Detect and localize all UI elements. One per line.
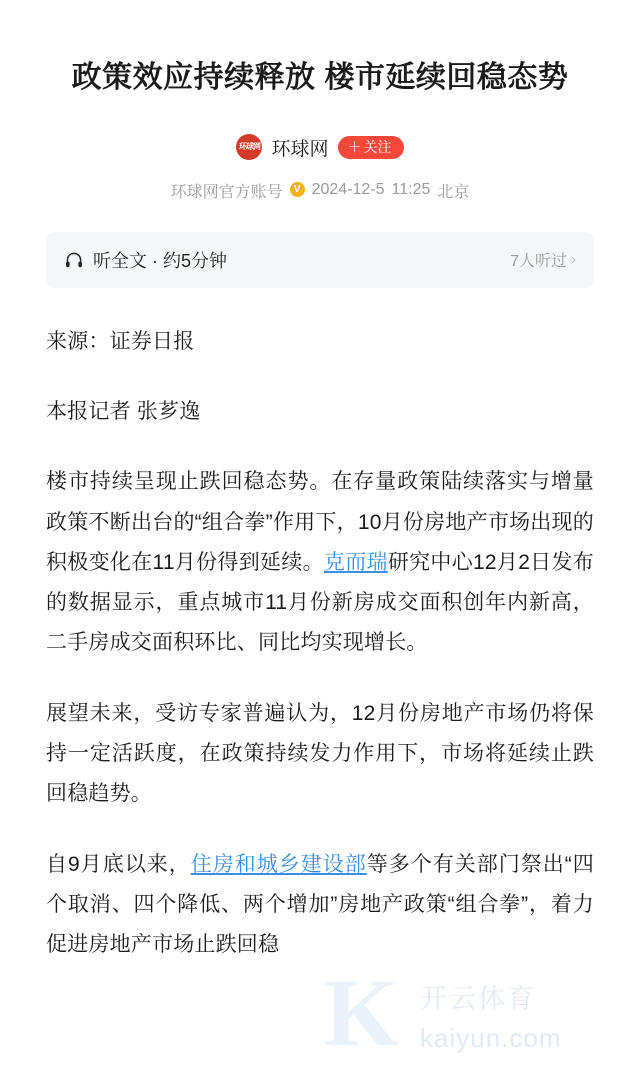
- link-kerui[interactable]: 克而瑞: [323, 550, 388, 574]
- article-page: [0, 20, 640, 1083]
- chevron-right-icon: ›: [571, 251, 576, 269]
- listen-left: [64, 247, 227, 273]
- publish-time: 11:25: [391, 181, 431, 199]
- follow-button[interactable]: [338, 136, 404, 159]
- paragraph-3: [46, 845, 594, 966]
- listen-label: 听全文 · 约5分钟: [93, 250, 228, 271]
- source-row: [46, 134, 594, 161]
- headphone-icon: [64, 250, 84, 270]
- listener-count: 7人听过: [510, 253, 567, 271]
- paragraph-2: [46, 694, 594, 815]
- page-title: 政策效应持续释放 楼市延续回稳态势: [71, 61, 569, 95]
- watermark-brand-cn: 开云体育: [420, 984, 536, 1015]
- paragraph-1-seg-0: 楼市持续呈现止跌回稳态势。在存量政策陆续落实与增量政策不断出台的“组合拳”作用下，10月份房地产市场出现的积极变化在11月份得到延续。: [46, 470, 594, 574]
- paragraph-1: [46, 462, 594, 664]
- source-avatar[interactable]: 环球网: [236, 134, 262, 160]
- publish-date: 2024-12-5: [311, 181, 385, 199]
- article-meta: [46, 179, 594, 202]
- paragraph-1-seg-2: 研究中心12月2日发布的数据显示，重点城市11月份新房成交面积创年内新高，二手房成交面积环比、同比均实现增长。: [46, 550, 594, 655]
- listen-right[interactable]: [510, 248, 576, 271]
- article-body: [46, 322, 594, 966]
- paragraph-source: 来源：证券日报: [46, 329, 195, 353]
- paragraph-2-seg-0: 展望未来，受访专家普遍认为，12月份房地产市场仍将保持一定活跃度，在政策持续发力作用下，市场将延续止跌回稳趋势。: [46, 701, 594, 806]
- account-name: 环球网官方账号: [170, 183, 283, 201]
- verified-icon: V: [290, 182, 305, 197]
- source-name[interactable]: 环球网: [271, 138, 329, 160]
- watermark: [324, 959, 604, 1075]
- paragraph-3-seg-0: 自9月底以来，: [46, 852, 191, 876]
- paragraph-byline: 本报记者 张芗逸: [46, 399, 201, 423]
- link-mohurd[interactable]: 住房和城乡建设部: [190, 852, 367, 876]
- watermark-logo: K: [324, 959, 399, 1067]
- listen-article-bar[interactable]: [46, 232, 594, 288]
- plus-icon: ＋: [347, 138, 362, 155]
- publish-location: 北京: [437, 183, 470, 201]
- follow-button-label: 关注: [363, 138, 392, 155]
- watermark-brand-en: kaiyun.com: [420, 1023, 562, 1054]
- paragraph-3-seg-2: 等多个有关部门祭出“四个取消、四个降低、两个增加”房地产政策“组合拳”，着力促进房地产市场止跌回稳: [46, 852, 594, 957]
